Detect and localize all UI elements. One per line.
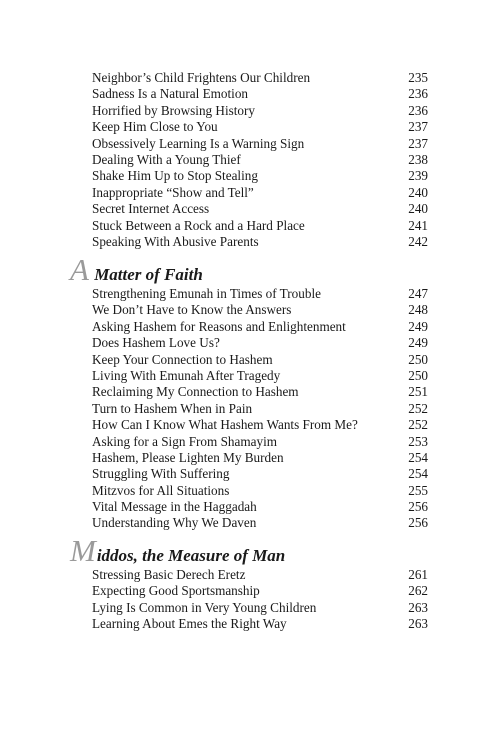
entry-title: Turn to Hashem When in Pain <box>92 400 253 416</box>
section-initial: M <box>70 533 96 568</box>
entry-page: 263 <box>408 616 428 632</box>
toc-entry[interactable] <box>92 136 428 152</box>
entry-page: 237 <box>408 135 428 151</box>
entry-page: 240 <box>408 201 428 217</box>
entry-title: Learning About Emes the Right Way <box>92 616 287 632</box>
entry-page: 262 <box>408 583 428 599</box>
entry-page: 254 <box>408 466 428 482</box>
toc-entry[interactable] <box>92 616 428 632</box>
entry-page: 249 <box>408 335 428 351</box>
entry-page: 241 <box>408 217 428 233</box>
entry-page: 237 <box>408 119 428 135</box>
entry-page: 236 <box>408 102 428 118</box>
entry-page: 254 <box>408 449 428 465</box>
toc-entry[interactable] <box>92 384 428 400</box>
toc-list-matter-of-faith <box>92 286 428 532</box>
entry-title: Speaking With Abusive Parents <box>92 233 259 249</box>
toc-entry[interactable] <box>92 302 428 318</box>
toc-entry[interactable] <box>92 119 428 135</box>
toc-entry[interactable] <box>92 86 428 102</box>
entry-title: Obsessively Learning Is a Warning Sign <box>92 135 305 151</box>
entry-page: 256 <box>408 515 428 531</box>
toc-list-middos <box>92 567 428 633</box>
entry-page: 253 <box>408 433 428 449</box>
entry-page: 252 <box>408 400 428 416</box>
toc-entry[interactable] <box>92 450 428 466</box>
section-initial: A <box>70 252 89 287</box>
entry-title: Sadness Is a Natural Emotion <box>92 86 249 102</box>
entry-page: 240 <box>408 184 428 200</box>
entry-page: 263 <box>408 599 428 615</box>
toc-entry[interactable] <box>92 286 428 302</box>
section-heading-middos <box>70 533 285 569</box>
entry-title: We Don’t Have to Know the Answers <box>92 302 292 318</box>
entry-page: 250 <box>408 351 428 367</box>
entry-page: 239 <box>408 168 428 184</box>
entry-title: Mitzvos for All Situations <box>92 482 230 498</box>
entry-title: How Can I Know What Hashem Wants From Me? <box>92 417 358 433</box>
toc-entry[interactable] <box>92 583 428 599</box>
entry-page: 255 <box>408 482 428 498</box>
entry-page: 236 <box>408 86 428 102</box>
entry-title: Stuck Between a Rock and a Hard Place <box>92 217 305 233</box>
entry-title: Expecting Good Sportsmanship <box>92 583 260 599</box>
section-title: Matter of Faith <box>89 265 203 284</box>
entry-page: 242 <box>408 233 428 249</box>
entry-title: Keep Your Connection to Hashem <box>92 351 273 367</box>
toc-entry[interactable] <box>92 201 428 217</box>
entry-page: 261 <box>408 567 428 582</box>
toc-entry[interactable] <box>92 218 428 234</box>
toc-entry[interactable] <box>92 567 428 583</box>
entry-title: Shake Him Up to Stop Stealing <box>92 168 258 184</box>
toc-entry[interactable] <box>92 401 428 417</box>
toc-entry[interactable] <box>92 335 428 351</box>
entry-title: Neighbor’s Child Frightens Our Children <box>92 70 311 85</box>
entry-page: 256 <box>408 499 428 515</box>
entry-title: Keep Him Close to You <box>92 119 218 135</box>
toc-list-group1 <box>92 70 428 250</box>
entry-title: Does Hashem Love Us? <box>92 335 220 351</box>
entry-title: Hashem, Please Lighten My Burden <box>92 449 284 465</box>
entry-title: Lying Is Common in Very Young Children <box>92 599 317 615</box>
section-heading-matter-of-faith <box>70 252 203 288</box>
entry-page: 248 <box>408 302 428 318</box>
entry-title: Stressing Basic Derech Eretz <box>92 567 246 582</box>
toc-entry[interactable] <box>92 417 428 433</box>
toc-entry[interactable] <box>92 515 428 531</box>
toc-entry[interactable] <box>92 499 428 515</box>
toc-entry[interactable] <box>92 103 428 119</box>
entry-title: Vital Message in the Haggadah <box>92 499 257 515</box>
entry-title: Strengthening Emunah in Times of Trouble <box>92 286 321 301</box>
entry-title: Understanding Why We Daven <box>92 515 257 531</box>
toc-entry[interactable] <box>92 466 428 482</box>
toc-entry[interactable] <box>92 234 428 250</box>
toc-entry[interactable] <box>92 368 428 384</box>
entry-title: Asking for a Sign From Shamayim <box>92 433 277 449</box>
entry-page: 251 <box>408 384 428 400</box>
toc-entry[interactable] <box>92 185 428 201</box>
entry-page: 250 <box>408 367 428 383</box>
toc-entry[interactable] <box>92 70 428 86</box>
entry-page: 252 <box>408 417 428 433</box>
toc-entry[interactable] <box>92 352 428 368</box>
toc-entry[interactable] <box>92 483 428 499</box>
entry-page: 249 <box>408 318 428 334</box>
toc-entry[interactable] <box>92 152 428 168</box>
entry-title: Inappropriate “Show and Tell” <box>92 184 254 200</box>
toc-entry[interactable] <box>92 600 428 616</box>
entry-title: Dealing With a Young Thief <box>92 151 241 167</box>
entry-title: Asking Hashem for Reasons and Enlightenment <box>92 318 346 334</box>
entry-title: Secret Internet Access <box>92 201 210 217</box>
entry-title: Horrified by Browsing History <box>92 102 255 118</box>
section-title: iddos, the Measure of Man <box>96 546 286 565</box>
entry-title: Living With Emunah After Tragedy <box>92 367 281 383</box>
toc-entry[interactable] <box>92 434 428 450</box>
entry-title: Reclaiming My Connection to Hashem <box>92 384 299 400</box>
entry-page: 238 <box>408 151 428 167</box>
entry-title: Struggling With Suffering <box>92 466 230 482</box>
toc-entry[interactable] <box>92 319 428 335</box>
entry-page: 247 <box>408 286 428 301</box>
toc-entry[interactable] <box>92 168 428 184</box>
entry-page: 235 <box>408 70 428 85</box>
